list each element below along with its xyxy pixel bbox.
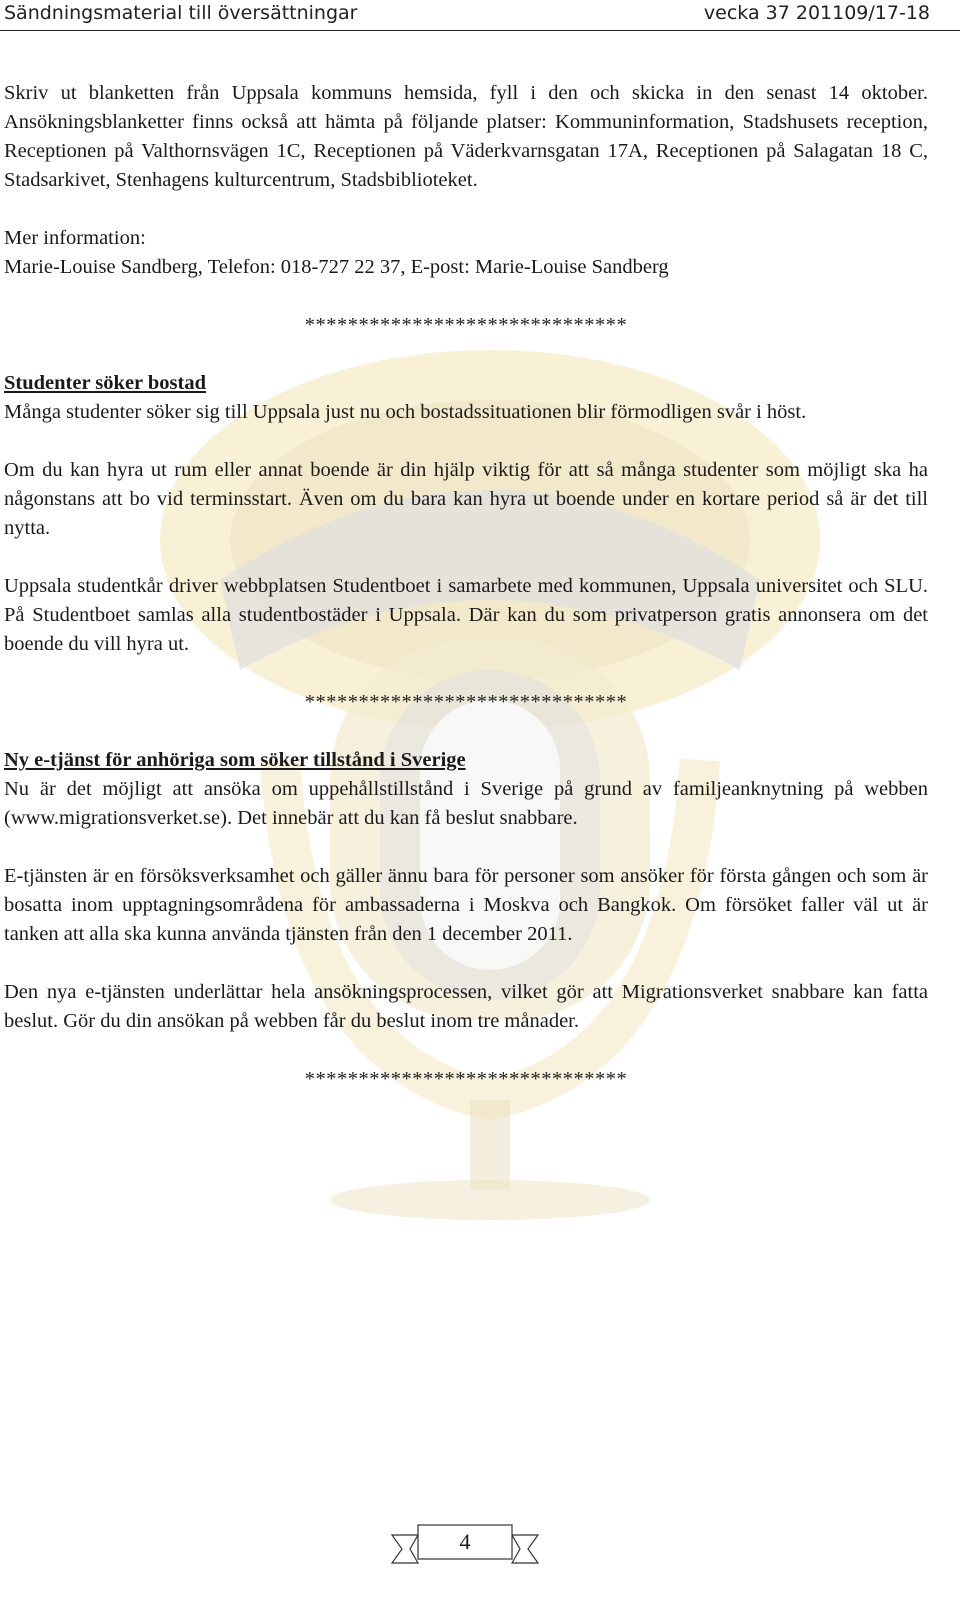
intro-paragraph: Skriv ut blanketten från Uppsala kommuns hemsida, fyll i den och skicka in den senast 14 oktober. Ansökningsblanketter finns också att hämta på följande platser: Kommuninformation, Stadshusets reception, Receptionen på Valthornsvägen 1C, Receptionen på Väderkvarnsgatan 17A, Receptionen på Salagatan 18 C, Stadsarkivet, Stenhagens kulturcentrum, Stadsbiblioteket. [4, 82, 928, 191]
page-number: 4 [459, 1529, 471, 1554]
contact-line: Marie-Louise Sandberg, Telefon: 018-727 22 37, E-post: Marie-Louise Sandberg [4, 256, 669, 278]
students-paragraph-2: Om du kan hyra ut rum eller annat boende är din hjälp viktig för att så många studenter som möjligt ska ha någonstans att bo vid terminsstart. Även om du bara kan hyra ut boende under en kortare period så är det till nytta. [4, 459, 928, 539]
page-number-ribbon [390, 1523, 540, 1567]
page-content [4, 79, 928, 1094]
e-service-paragraph-2: E-tjänsten är en försöksverksamhet och gäller ännu bara för personer som ansöker för första gången och som är bosatta inom upptagningsområdena för ambassaderna i Moskva och Bangkok. Om försöket faller väl ut är tanken att alla ska kunna använda tjänsten från den 1 december 2011. [4, 865, 928, 945]
separator: ****************************** [304, 691, 628, 713]
e-service-paragraph-1: Nu är det möjligt att ansöka om uppehållstillstånd i Sverige på grund av familjeanknytning på webben (www.migrationsverket.se). Det innebär att du kan få beslut snabbare. [4, 778, 928, 829]
header-week: vecka 37 201109/17-18 [703, 2, 930, 24]
page-header [0, 0, 960, 31]
more-info-label: Mer information: [4, 227, 146, 249]
separator: ****************************** [304, 1068, 628, 1090]
header-title: Sändningsmaterial till översättningar [4, 2, 358, 24]
heading-students: Studenter söker bostad [4, 372, 206, 394]
students-paragraph-1: Många studenter söker sig till Uppsala just nu och bostadssituationen blir förmodligen svår i höst. [4, 401, 807, 423]
e-service-paragraph-3: Den nya e-tjänsten underlättar hela ansökningsprocessen, vilket gör att Migrationsverket snabbare kan fatta beslut. Gör du din ansökan på webben får du beslut inom tre månader. [4, 981, 928, 1032]
separator: ****************************** [304, 314, 628, 336]
students-paragraph-3: Uppsala studentkår driver webbplatsen Studentboet i samarbete med kommunen, Uppsala universitet och SLU. På Studentboet samlas alla studentbostäder i Uppsala. Där kan du som privatperson gratis annonsera om det boende du vill hyra ut. [4, 575, 928, 655]
heading-e-service: Ny e-tjänst för anhöriga som söker tillstånd i Sverige [4, 749, 466, 771]
